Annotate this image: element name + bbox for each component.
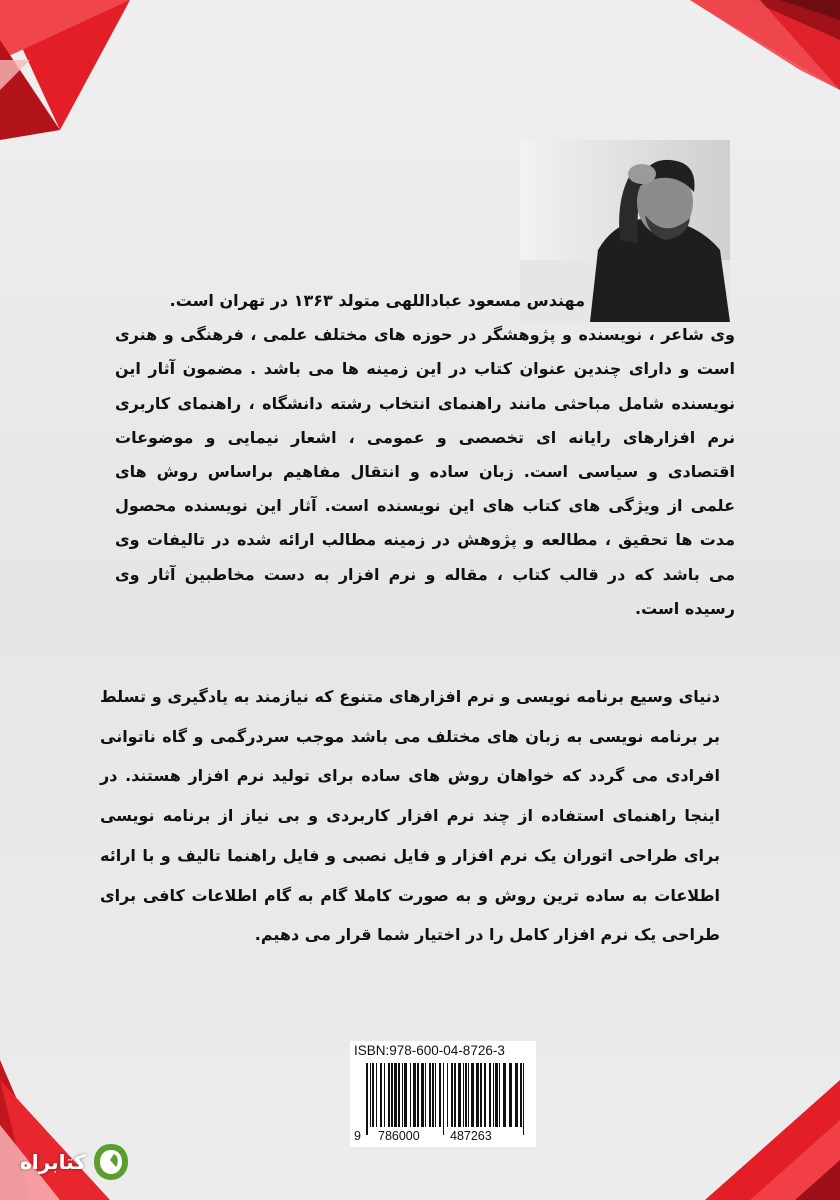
bio-body: وی شاعر ، نویسنده و پژوهشگر در حوزه های مختلف علمی ، فرهنگی و هنری است و دارای چندین عنوان کتاب در این زمینه ها می باشد . مضمون آثار این نویسنده شامل مباحثی مانند راهنمای انتخاب رشته دانشگاه ، راهنمای کاربری نرم افزارهای رایانه ای تخصصی و عمومی ، اشعار نیمایی و موضوعات اقتصادی و سیاسی است. زبان ساده و انتقال مفاهیم براساس روش های علمی از ویژگی های کتاب های این نویسنده است. آثار این نویسنده محصول مدت ها تحقیق ، مطالعه و پژوهش در زمینه مطالب ارائه شده در تالیفات وی می باشد که در قالب کتاب ، مقاله و نرم افزار به دست مخاطبین آثار وی رسیده است. (115, 325, 735, 618)
isbn-label: ISBN:978-600-04-8726-3 (354, 1043, 505, 1058)
publisher-logo (20, 1138, 130, 1186)
ketabrah-logo-icon (92, 1140, 130, 1184)
isbn-barcode (350, 1041, 536, 1147)
author-biography (115, 284, 735, 626)
publisher-name: کتابراه (20, 1150, 86, 1174)
barcode-digit-first: 9 (354, 1129, 361, 1143)
barcode-digits-right: 487263 (450, 1129, 492, 1143)
barcode-digits-left: 786000 (378, 1129, 420, 1143)
book-description: دنیای وسیع برنامه نویسی و نرم افزارهای متنوع که نیازمند به یادگیری و تسلط بر برنامه نویسی به زبان های مختلف می باشد موجب سردرگمی و گاه ناتوانی افرادی می گردد که خواهان روش های ساده برای تولید نرم افزار هستند. در اینجا راهنمای استفاده از چند نرم افزار کاربردی و بی نیاز از برنامه نویسی برای طراحی اتوران یک نرم افزار و فایل نصبی و فایل راهنما تالیف و با ارائه اطلاعات به ساده ترین روش و به صورت کاملا گام به گام اطلاعات کافی برای طراحی یک نرم افزار کامل را در اختیار شما قرار می دهیم. (100, 687, 720, 945)
bio-first-line: مهندس مسعود عباداللهی متولد ۱۳۶۳ در تهران است. (169, 291, 585, 310)
